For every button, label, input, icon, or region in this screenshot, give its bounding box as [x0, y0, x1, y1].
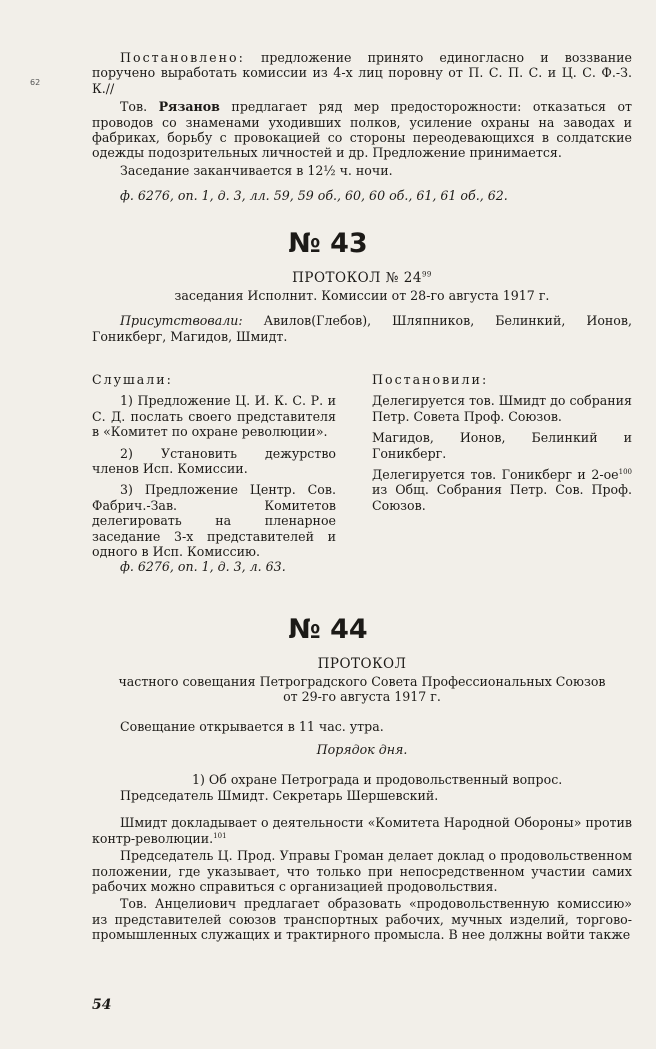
antselovich-proposal: Тов. Анцелиович предлагает образовать «продовольственную комиссию» из представителей союзов транспортных рабочих, мучных изделий, торгово-промышленных служащих и трактирного промысла. В нее должны войти также: [92, 896, 632, 943]
footnote-ref-99: 99: [421, 270, 432, 279]
previous-document-tail: [92, 50, 632, 204]
ryazanov-text: предлагает ряд мер предосторожности: отказаться от проводов со знаменами уходивших полков, усиление охраны на заводах и фабриках, борьбу с провокацией со стороны переодевающихся в солдатские одежды подозрительных личностей и др. Предложение принимается.: [92, 99, 633, 161]
protocol-title-43: [92, 270, 632, 286]
protocol-subtitle-44-line2: от 29-го августа 1917 г.: [283, 689, 441, 705]
schmidt-report: [92, 815, 632, 846]
ryazanov-name: Рязанов: [158, 99, 220, 115]
heard-column: [92, 372, 336, 559]
resolved-item-3: [372, 467, 632, 513]
archive-source-1: ф. 6276, оп. 1, д. 3, лл. 59, 59 об., 60, 60 об., 61, 61 об., 62.: [120, 188, 508, 204]
resolved-heading: Постановили:: [372, 372, 489, 387]
heard-item-2: 2) Установить дежурство членов Исп. Комиссии.: [92, 445, 336, 477]
resolved-item-3-start: Делегируется тов. Гоникберг и 2-ое: [372, 467, 619, 483]
present-paragraph: [92, 313, 632, 344]
heard-resolved-table: [92, 372, 632, 582]
present-label: Присутствовали:: [120, 313, 243, 329]
document-43: [92, 270, 632, 344]
resolved-item-1: Делегируется тов. Шмидт до собрания Петр. Совета Проф. Союзов.: [372, 393, 632, 424]
margin-page-marker: 62: [30, 78, 41, 87]
protocol-title-44: ПРОТОКОЛ: [317, 656, 407, 672]
resolution-label: Постановлено:: [120, 50, 245, 65]
groman-report: Председатель Ц. Прод. Управы Громан делает доклад о продовольственном положении, где указывает, что только при непосредственном участии самих рабочих можно справиться с организацией продовольствия.: [92, 848, 632, 895]
chair-secretary: Председатель Шмидт. Секретарь Шершевский.: [120, 788, 439, 804]
page-number: 54: [92, 997, 112, 1013]
present-list: Авилов(Глебов), Шляпников, Белинкий, Ионов, Гоникберг, Магидов, Шмидт.: [92, 313, 632, 344]
heard-item-3: 3) Предложение Центр. Сов. Фабрич.-Зав. Комитетов делегировать на пленарное заседание 3-х представителей и одного в Исп. Комиссию.: [92, 482, 336, 560]
meeting-opening: Совещание открывается в 11 час. утра.: [120, 718, 384, 734]
archive-source-2: ф. 6276, оп. 1, д. 3, л. 63.: [120, 559, 286, 574]
resolution-text: предложение принято единогласно и воззвание поручено выработать комиссии из 4-х лиц поровну от П. С. П. С. и Ц. С. Ф.-З. К.//: [92, 50, 632, 96]
heard-item-1: 1) Предложение Ц. И. К. С. Р. и С. Д. послать своего представителя в «Комитет по охране революции».: [92, 393, 336, 440]
ryazanov-prefix: Тов.: [120, 99, 148, 115]
resolved-item-2: Магидов, Ионов, Белинкий и Гоникберг.: [372, 430, 632, 461]
resolved-item-3-end: из Общ. Собрания Петр. Сов. Проф. Союзов.: [372, 482, 632, 513]
ryazanov-paragraph: [92, 99, 632, 161]
agenda-heading: Порядок дня.: [316, 742, 408, 758]
heard-heading: Слушали:: [92, 372, 173, 387]
closing-line: Заседание заканчивается в 12½ ч. ночи.: [120, 162, 393, 178]
resolution-paragraph: [92, 50, 632, 96]
footnote-ref-101: 101: [213, 831, 227, 840]
document-number-43: № 43: [288, 228, 368, 259]
agenda-item: 1) Об охране Петрограда и продовольственный вопрос.: [192, 771, 563, 787]
protocol-subtitle-43: заседания Исполнит. Комиссии от 28-го августа 1917 г.: [174, 288, 550, 303]
document-number-44: № 44: [288, 614, 368, 645]
document-44: [92, 656, 632, 943]
schmidt-report-text: Шмидт докладывает о деятельности «Комитета Народной Обороны» против контр-революции.: [92, 815, 632, 846]
resolved-column: [372, 372, 632, 513]
protocol-title-text: ПРОТОКОЛ № 24: [292, 270, 422, 286]
archive-source-2-wrap: [92, 559, 632, 574]
protocol-subtitle-44-line1: частного совещания Петроградского Совета Профессиональных Союзов: [118, 674, 606, 689]
footnote-ref-100: 100: [618, 467, 632, 476]
